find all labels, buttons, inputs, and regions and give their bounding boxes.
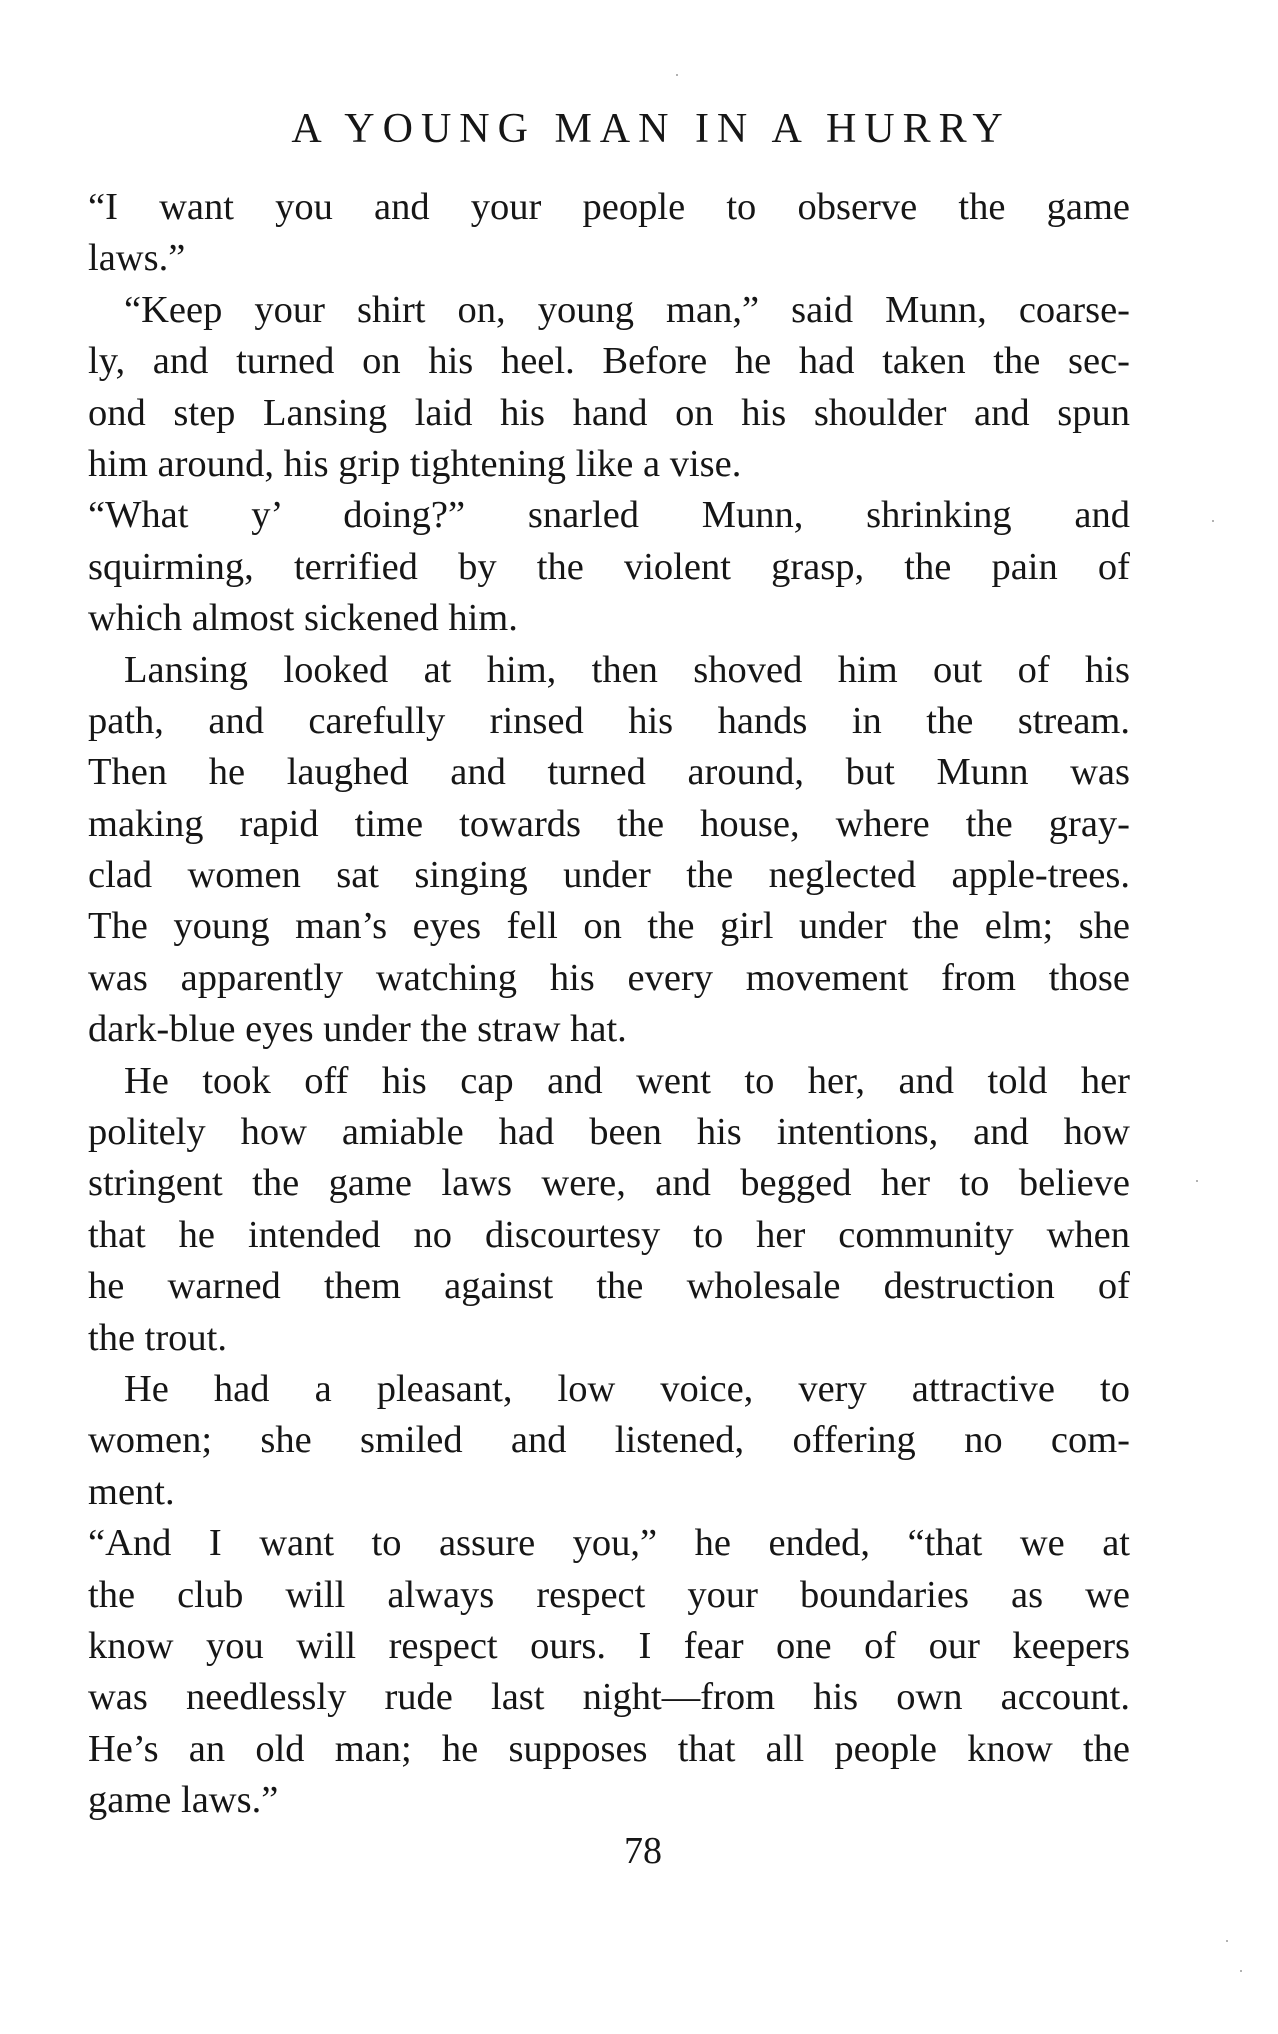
paper-speck (1240, 1970, 1242, 1972)
text-line: ly, and turned on his heel. Before he had taken the sec- (88, 340, 1130, 383)
text-line: stringent the game laws were, and begged her to believe (88, 1162, 1130, 1205)
text-line: squirming, terrified by the violent grasp, the pain of (88, 545, 1130, 588)
text-line: The young man’s eyes fell on the girl under the elm; she (88, 905, 1130, 948)
text-line: He took off his cap and went to her, and told her (124, 1059, 1130, 1102)
text-line: politely how amiable had been his intentions, and how (88, 1111, 1130, 1154)
text-line: laws.” (88, 237, 186, 280)
text-line: making rapid time towards the house, where the gray- (88, 802, 1130, 845)
paper-speck (1226, 1940, 1228, 1942)
text-line: which almost sickened him. (88, 597, 518, 640)
body-text (88, 182, 1130, 1827)
text-line: women; she smiled and listened, offering no com- (88, 1419, 1130, 1462)
text-line: “Keep your shirt on, young man,” said Munn, coarse- (124, 288, 1130, 331)
text-line: He’s an old man; he supposes that all people know the (88, 1727, 1130, 1770)
text-line: him around, his grip tightening like a vise. (88, 442, 742, 485)
text-line: dark-blue eyes under the straw hat. (88, 1008, 627, 1051)
text-line: clad women sat singing under the neglected apple-trees. (88, 854, 1130, 897)
text-line: game laws.” (88, 1779, 279, 1822)
text-line: He had a pleasant, low voice, very attractive to (124, 1367, 1130, 1410)
text-line: “What y’ doing?” snarled Munn, shrinking and (88, 494, 1130, 537)
text-line: “And I want to assure you,” he ended, “that we at (88, 1522, 1130, 1565)
page-number: 78 (624, 1830, 662, 1872)
text-line: “I want you and your people to observe the game (88, 186, 1130, 228)
text-line: know you will respect ours. I fear one of our keepers (88, 1624, 1130, 1667)
text-line: Then he laughed and turned around, but Munn was (88, 751, 1130, 794)
text-line: path, and carefully rinsed his hands in the stream. (88, 699, 1130, 742)
text-line: ond step Lansing laid his hand on his shoulder and spun (88, 391, 1130, 434)
text-line: the club will always respect your boundaries as we (88, 1573, 1130, 1616)
text-line: Lansing looked at him, then shoved him out of his (124, 648, 1130, 691)
text-line: the trout. (88, 1316, 227, 1359)
paper-speck (1196, 1180, 1198, 1182)
text-line: was apparently watching his every movement from those (88, 956, 1130, 999)
text-line: ment. (88, 1470, 175, 1513)
paper-speck (1212, 520, 1214, 522)
running-head: A YOUNG MAN IN A HURRY (291, 106, 1011, 152)
text-line: he warned them against the wholesale destruction of (88, 1265, 1130, 1308)
text-line: that he intended no discourtesy to her community when (88, 1213, 1130, 1256)
paper-speck (676, 74, 678, 76)
text-line: was needlessly rude last night—from his own account. (88, 1676, 1130, 1719)
